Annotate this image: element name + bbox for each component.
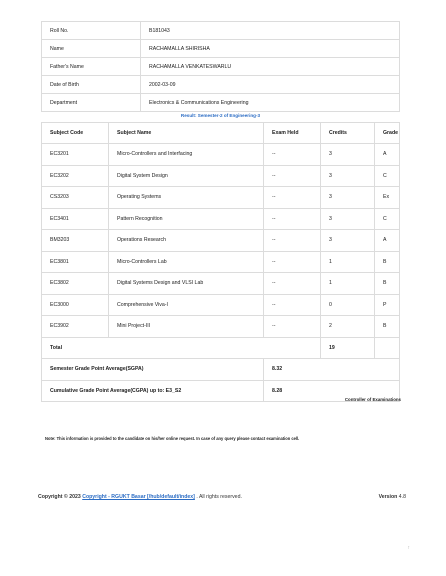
- credits: 3: [321, 165, 375, 187]
- subject-code: BM3203: [42, 230, 109, 252]
- cgpa-value: 8.28: [264, 380, 400, 402]
- total-row: [42, 337, 400, 359]
- copyright-link[interactable]: Copyright - RGUKT Basar [/hub/default/index]: [82, 494, 195, 500]
- total-label: Total: [42, 337, 321, 359]
- footer-copyright: [38, 494, 242, 500]
- grade: A: [375, 230, 400, 252]
- subject-name: Operating Systems: [109, 187, 264, 209]
- table-row: [42, 251, 400, 273]
- grade: C: [375, 165, 400, 187]
- exam-held: --: [264, 165, 321, 187]
- grade: A: [375, 144, 400, 166]
- subject-code: CS3203: [42, 187, 109, 209]
- result-table: [41, 122, 400, 402]
- table-row: [42, 144, 400, 166]
- exam-held: --: [264, 316, 321, 338]
- result-title: Result: Semester-2 of Engineering-3: [180, 113, 261, 118]
- total-credits: 19: [321, 337, 375, 359]
- total-grade-cell: [375, 337, 400, 359]
- exam-held: --: [264, 187, 321, 209]
- subject-code: EC3201: [42, 144, 109, 166]
- subject-code: EC3401: [42, 208, 109, 230]
- grade: B: [375, 316, 400, 338]
- grade: C: [375, 208, 400, 230]
- sgpa-value: 8.32: [264, 359, 400, 381]
- subject-code: EC3802: [42, 273, 109, 295]
- version-label: Version: [378, 494, 398, 500]
- credits: 3: [321, 208, 375, 230]
- table-row: [42, 94, 400, 112]
- table-row: [42, 273, 400, 295]
- exam-held: --: [264, 144, 321, 166]
- copyright-prefix: Copyright © 2023: [38, 494, 81, 500]
- footer-version: [379, 494, 406, 500]
- department-value: Electronics & Communications Engineering: [141, 94, 400, 112]
- roll-no-label: Roll No.: [42, 22, 141, 40]
- subject-name: Digital Systems Design and VLSI Lab: [109, 273, 264, 295]
- credits: 1: [321, 273, 375, 295]
- credits: 0: [321, 294, 375, 316]
- subject-name: Digital System Design: [109, 165, 264, 187]
- subject-name: Micro-Controllers Lab: [109, 251, 264, 273]
- version-value: 4.8: [398, 494, 406, 500]
- grade: B: [375, 273, 400, 295]
- father-name-value: RACHAMALLA VENKATESWARLU: [141, 58, 400, 76]
- scroll-to-top-icon[interactable]: ↑: [407, 545, 410, 551]
- grade: P: [375, 294, 400, 316]
- credits: 3: [321, 187, 375, 209]
- subject-name: Comprehensive Viva-I: [109, 294, 264, 316]
- exam-held: --: [264, 294, 321, 316]
- table-row: [42, 230, 400, 252]
- subject-name: Pattern Recognition: [109, 208, 264, 230]
- subject-code: EC3801: [42, 251, 109, 273]
- table-row: [42, 208, 400, 230]
- subject-code: EC3000: [42, 294, 109, 316]
- table-row: [42, 316, 400, 338]
- table-row: [42, 22, 400, 40]
- subject-code: EC3202: [42, 165, 109, 187]
- copyright-suffix: . All rights reserved.: [196, 494, 242, 500]
- subject-code: EC3902: [42, 316, 109, 338]
- credits: 3: [321, 144, 375, 166]
- header-grade: Grade: [375, 123, 400, 144]
- grade: B: [375, 251, 400, 273]
- table-row: [42, 58, 400, 76]
- dob-value: 2002-03-09: [141, 76, 400, 94]
- name-value: RACHAMALLA SHIRISHA: [141, 40, 400, 58]
- subject-name: Micro-Controllers and Interfacing: [109, 144, 264, 166]
- department-label: Department: [42, 94, 141, 112]
- exam-held: --: [264, 273, 321, 295]
- subject-name: Mini Project-III: [109, 316, 264, 338]
- credits: 3: [321, 230, 375, 252]
- disclaimer-note: Note: This information is provided to the candidate on his/her online request. In case of any query please contact examination cell.: [45, 436, 300, 441]
- table-header-row: [42, 123, 400, 144]
- subject-name: Operations Research: [109, 230, 264, 252]
- exam-held: --: [264, 251, 321, 273]
- sgpa-label: Semester Grade Point Average(SGPA): [42, 359, 264, 381]
- table-row: [42, 40, 400, 58]
- roll-no-value: B181043: [141, 22, 400, 40]
- dob-label: Date of Birth: [42, 76, 141, 94]
- sgpa-row: [42, 359, 400, 381]
- father-name-label: Father's Name: [42, 58, 141, 76]
- controller-signature: Controller of Examinations: [344, 397, 401, 402]
- table-row: [42, 187, 400, 209]
- name-label: Name: [42, 40, 141, 58]
- credits: 1: [321, 251, 375, 273]
- footer: [38, 494, 406, 500]
- table-row: [42, 76, 400, 94]
- exam-held: --: [264, 230, 321, 252]
- exam-held: --: [264, 208, 321, 230]
- header-exam-held: Exam Held: [264, 123, 321, 144]
- header-subject-name: Subject Name: [109, 123, 264, 144]
- credits: 2: [321, 316, 375, 338]
- table-row: [42, 294, 400, 316]
- student-info-table: [41, 21, 400, 112]
- cgpa-label: Cumulative Grade Point Average(CGPA) up to: E3_S2: [42, 380, 264, 402]
- grade: Ex: [375, 187, 400, 209]
- table-row: [42, 165, 400, 187]
- header-subject-code: Subject Code: [42, 123, 109, 144]
- header-credits: Credits: [321, 123, 375, 144]
